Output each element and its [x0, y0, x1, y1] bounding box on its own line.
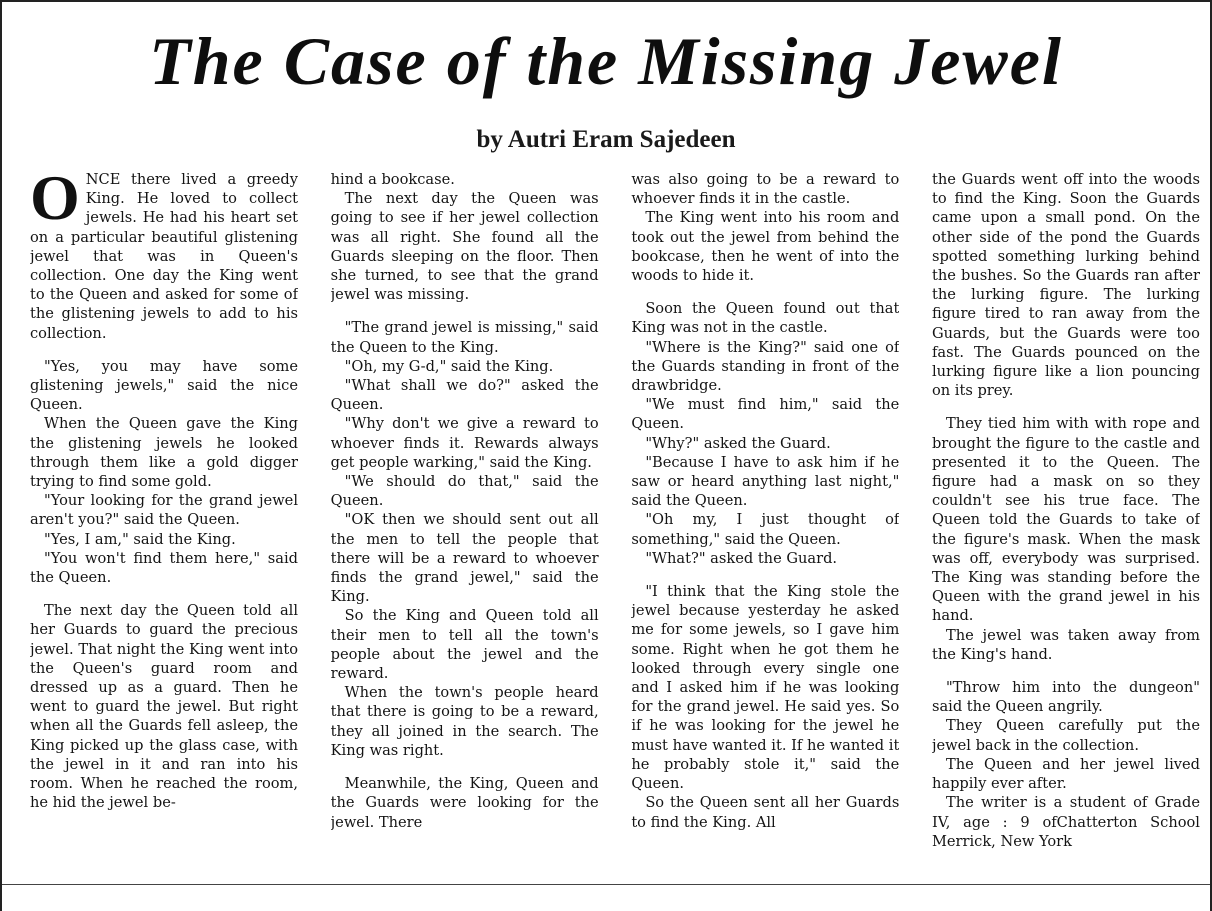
paragraph: [30, 170, 298, 343]
paragraph: "Oh, my G-d," said the King.: [344, 357, 554, 375]
column-1: [30, 170, 298, 886]
paragraph: "Where is the King?" said one of the Guards standing in front of the drawbridge.: [631, 338, 900, 395]
paragraph: "You won't find them here," said the Queen.: [30, 549, 298, 587]
paragraph: was also going to be a reward to whoever finds it in the castle.: [631, 171, 900, 208]
paragraph: "Because I have to ask him if he saw or heard anything last night," said the Queen.: [631, 453, 900, 510]
paragraph: The jewel was taken away from the King's hand.: [931, 626, 1200, 663]
paragraph: When the town's people heard that there is going to be a reward, they all joined in the search. The King was right.: [330, 684, 599, 759]
article-title: The Case of the Missing Jewel: [149, 23, 1063, 99]
column-3: [631, 170, 899, 886]
paragraph: The Queen and her jewel lived happily ever after.: [931, 755, 1200, 793]
paragraph: "I think that the King stole the jewel because yesterday he asked me for some jewels, so I gave him some. Right when he got them he looked through every single one and I asked him if he was looking for the grand jewel. He said yes. So if he was looking for the jewel he must have wanted it. If he wanted it he probably stole it," said the Queen.: [631, 583, 900, 793]
paragraph: The King went into his room and took out the jewel from behind the bookcase, then he went of into the woods to hide it.: [631, 209, 900, 285]
column-4: [932, 170, 1200, 886]
paragraph: "What shall we do?" asked the Queen.: [330, 377, 599, 414]
paragraph: the Guards went off into the woods to find the King. Soon the Guards came upon a small pond. On the other side of the pond the Guards spotted something lurking behind the bushes. So the Guards ran after the lurking figure. The lurking figure tired to ran away from the Guards, but the Guards were too fast. The Guards pounced on the lurking figure like a lion pouncing on its prey.: [931, 171, 1200, 400]
paragraph: The next day the Queen told all her Guards to guard the precious jewel. That night the King went into the Queen's guard room and dressed up as a guard. Then he went to guard the jewel. But right when all the Guards fell asleep, the King picked up the glass case, with the jewel in it and ran into his room. When he reached the room, he hid the jewel be-: [30, 602, 298, 812]
paragraph: "The grand jewel is missing," said the Queen to the King.: [330, 319, 599, 356]
paragraph: They Queen carefully put the jewel back in the collection.: [931, 717, 1200, 754]
paragraph: "Throw him into the dungeon" said the Queen angrily.: [931, 679, 1200, 716]
bottom-rule: [2, 884, 1210, 885]
paragraph: Meanwhile, the King, Queen and the Guards were looking for the jewel. There: [330, 775, 599, 831]
paragraph: "Why?" asked the Guard.: [645, 434, 831, 452]
paragraph: hind a bookcase.: [330, 171, 455, 188]
paragraph: When the Queen gave the King the glistening jewels he looked through them like a gold digger trying to find some gold.: [30, 415, 298, 491]
paragraph: "We should do that," said the Queen.: [330, 473, 599, 510]
drop-cap: O: [30, 170, 80, 233]
paragraph: So the King and Queen told all their men to tell all the town's people about the jewel and the reward.: [330, 607, 599, 683]
paragraph: The writer is a student of Grade IV, age : 9 ofChatterton School Merrick, New York: [931, 794, 1200, 850]
paragraph: They tied him with with rope and brought the figure to the castle and presented it to the Queen. The figure had a mask on so they couldn't see his true face. The Queen told the Guards to take of the figure's mask. When the mask was off, everybody was surprised. The King was standing before the Queen with the grand jewel in his hand.: [931, 415, 1200, 625]
paragraph-text: NCE there lived a greedy King. He loved to collect jewels. He had his heart set on a particular beautiful glistening jewel that was in Queen's collection. One day the King went to the Queen and asked for some of the glistening jewels to add to his collection.: [30, 171, 298, 342]
article-body: [30, 170, 1200, 886]
paragraph: "Why don't we give a reward to whoever finds it. Rewards always get people warking," said the King.: [330, 415, 599, 471]
paragraph: "Your looking for the grand jewel aren't you?" said the Queen.: [30, 492, 298, 529]
article-byline: by Autri Eram Sajedeen: [476, 126, 736, 153]
paragraph: "OK then we should sent out all the men to tell the people that there will be a reward to whoever finds the grand jewel," said the King.: [330, 511, 599, 606]
paragraph: The next day the Queen was going to see if her jewel collection was all right. She found all the Guards sleeping on the floor. Then she turned, to see that the grand jewel was missing.: [330, 190, 599, 304]
paragraph: "We must find him," said the Queen.: [631, 396, 900, 433]
paragraph: So the Queen sent all her Guards to find the King. All: [631, 794, 900, 831]
paragraph: "Oh my, I just thought of something," said the Queen.: [631, 511, 900, 548]
paragraph: "Yes, I am," said the King.: [44, 530, 236, 548]
paragraph: Soon the Queen found out that King was not in the castle.: [631, 300, 900, 337]
paragraph: "Yes, you may have some glistening jewels," said the nice Queen.: [30, 357, 298, 414]
paragraph: "What?" asked the Guard.: [645, 549, 838, 567]
column-2: [331, 170, 599, 886]
